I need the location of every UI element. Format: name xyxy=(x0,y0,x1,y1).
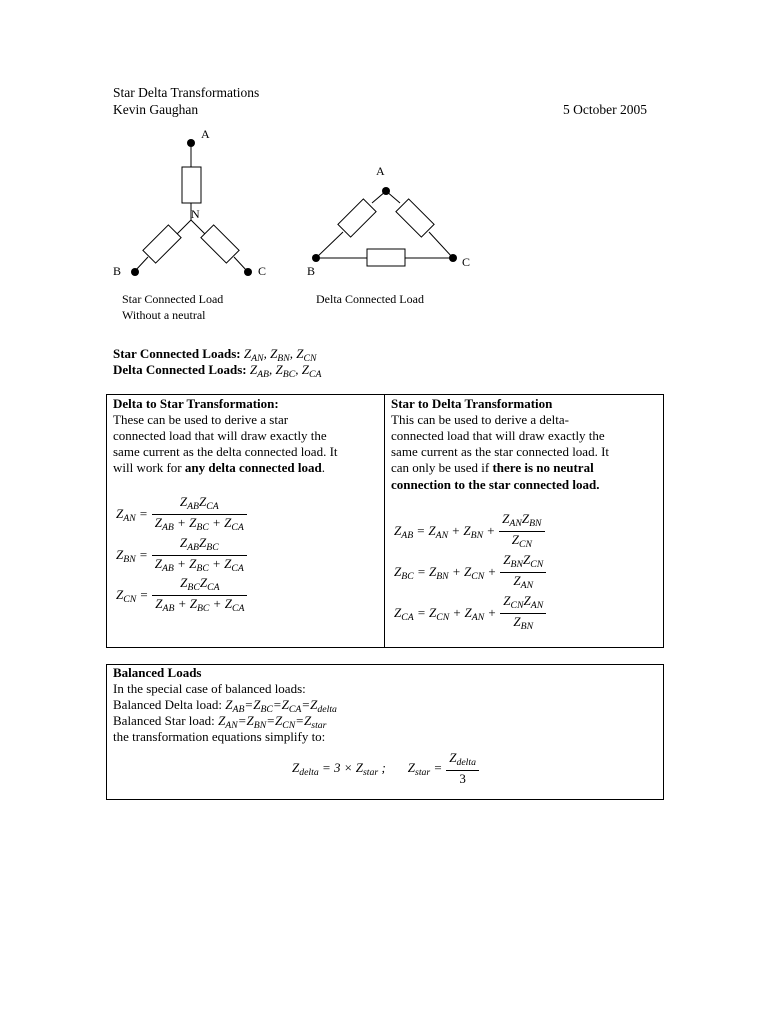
equation-z-an: $Z_{AN}$ = $\frac{Z_{AB}Z_{CA}}{Z_{AB} + Z_{BC} + Z_{CA}}$ xyxy=(116,494,247,536)
balanced-equations: $Z_{delta} = 3 \times Z_{star}$ ; $Z_{star}$ = $\frac{Z_{delta}}{3}$ xyxy=(292,750,479,787)
delta-connection-diagram xyxy=(300,170,480,270)
star-label-b: B xyxy=(113,264,122,278)
table-divider xyxy=(384,394,385,648)
star-label-c: C xyxy=(258,264,267,278)
star-connection-diagram xyxy=(110,125,280,285)
star-to-delta-line1: This can be used to derive a delta- xyxy=(391,412,569,427)
balanced-delta-label: Balanced Delta load: xyxy=(113,697,226,712)
star-caption-line1: Star Connected Load xyxy=(122,292,224,306)
delta-label-b: B xyxy=(307,264,316,278)
delta-to-star-line2: connected load that will draw exactly the xyxy=(113,428,327,443)
delta-loads-label: Delta Connected Loads: xyxy=(113,362,250,377)
delta-loads-definition: Delta Connected Loads: $Z_{AB}$, $Z_{BC}$, $Z_{CA}$ xyxy=(113,362,322,380)
delta-to-star-heading: Delta to Star Transformation: xyxy=(113,396,279,411)
balanced-delta-load: Balanced Delta load: $Z_{AB}=Z_{BC}=Z_{CA}=Z_{delta}$ xyxy=(113,697,337,715)
balanced-loads-heading: Balanced Loads xyxy=(113,665,202,680)
delta-to-star-line1: These can be used to derive a star xyxy=(113,412,289,427)
delta-to-star-line4-end: . xyxy=(321,460,325,475)
star-loads-definition: Star Connected Loads: $Z_{AN}$, $Z_{BN}$, $Z_{CN}$ xyxy=(113,346,317,364)
delta-to-star-line4-text: will work for xyxy=(113,460,185,475)
star-resistor-b xyxy=(143,225,181,263)
star-to-delta-line2: connected load that will draw exactly the xyxy=(391,428,605,443)
terminal-c-dot xyxy=(244,268,252,276)
equation-z-bc: $Z_{BC} = Z_{BN} + Z_{CN}$ + $\frac{Z_{BN}Z_{CN}}{Z_{AN}}$ xyxy=(394,552,546,594)
equation-z-ca: $Z_{CA} = Z_{CN} + Z_{AN}$ + $\frac{Z_{CN}Z_{AN}}{Z_{BN}}$ xyxy=(394,593,546,635)
delta-label-c: C xyxy=(462,255,471,269)
star-loads-label: Star Connected Loads: xyxy=(113,346,244,361)
terminal-b-dot xyxy=(131,268,139,276)
delta-resistor-bc xyxy=(367,249,405,266)
balanced-simplify-text: the transformation equations simplify to: xyxy=(113,729,326,744)
balanced-loads-intro: In the special case of balanced loads: xyxy=(113,681,306,696)
delta-resistor-ca xyxy=(396,199,434,237)
star-to-delta-line5: connection to the star connected load. xyxy=(391,477,600,492)
star-to-delta-emphasis: there is no neutral xyxy=(492,460,594,475)
equation-z-bn: $Z_{BN}$ = $\frac{Z_{AB}Z_{BC}}{Z_{AB} + Z_{BC} + Z_{CA}}$ xyxy=(116,535,247,577)
equation-z-ab: $Z_{AB} = Z_{AN} + Z_{BN}$ + $\frac{Z_{AN}Z_{BN}}{Z_{CN}}$ xyxy=(394,511,545,553)
star-to-delta-line4 xyxy=(391,460,594,476)
star-caption-line2: Without a neutral xyxy=(122,308,206,322)
document-title: Star Delta Transformations xyxy=(113,85,260,100)
delta-caption: Delta Connected Load xyxy=(316,292,424,306)
delta-label-a: A xyxy=(376,164,385,178)
star-to-delta-heading: Star to Delta Transformation xyxy=(391,396,553,411)
balanced-star-load: Balanced Star load: $Z_{AN}=Z_{BN}=Z_{CN}=Z_{star}$ xyxy=(113,713,327,731)
delta-to-star-line3: same current as the delta connected load. It xyxy=(113,444,338,459)
delta-to-star-emphasis: any delta connected load xyxy=(184,460,322,475)
equation-z-cn: $Z_{CN}$ = $\frac{Z_{BC}Z_{CA}}{Z_{AB} + Z_{BC} + Z_{CA}}$ xyxy=(116,575,247,617)
delta-resistor-ab xyxy=(338,199,376,237)
balanced-star-label: Balanced Star load: xyxy=(113,713,219,728)
star-to-delta-line3: same current as the star connected load. It xyxy=(391,444,610,459)
star-label-a: A xyxy=(201,127,210,141)
document-date: 5 October 2005 xyxy=(563,102,647,117)
author-name: Kevin Gaughan xyxy=(113,102,199,117)
delta-to-star-line4 xyxy=(113,460,325,476)
star-resistor-c xyxy=(201,225,239,263)
star-to-delta-line4-text: can only be used if xyxy=(391,460,493,475)
star-label-n: N xyxy=(191,207,200,221)
star-resistor-a xyxy=(182,167,201,203)
